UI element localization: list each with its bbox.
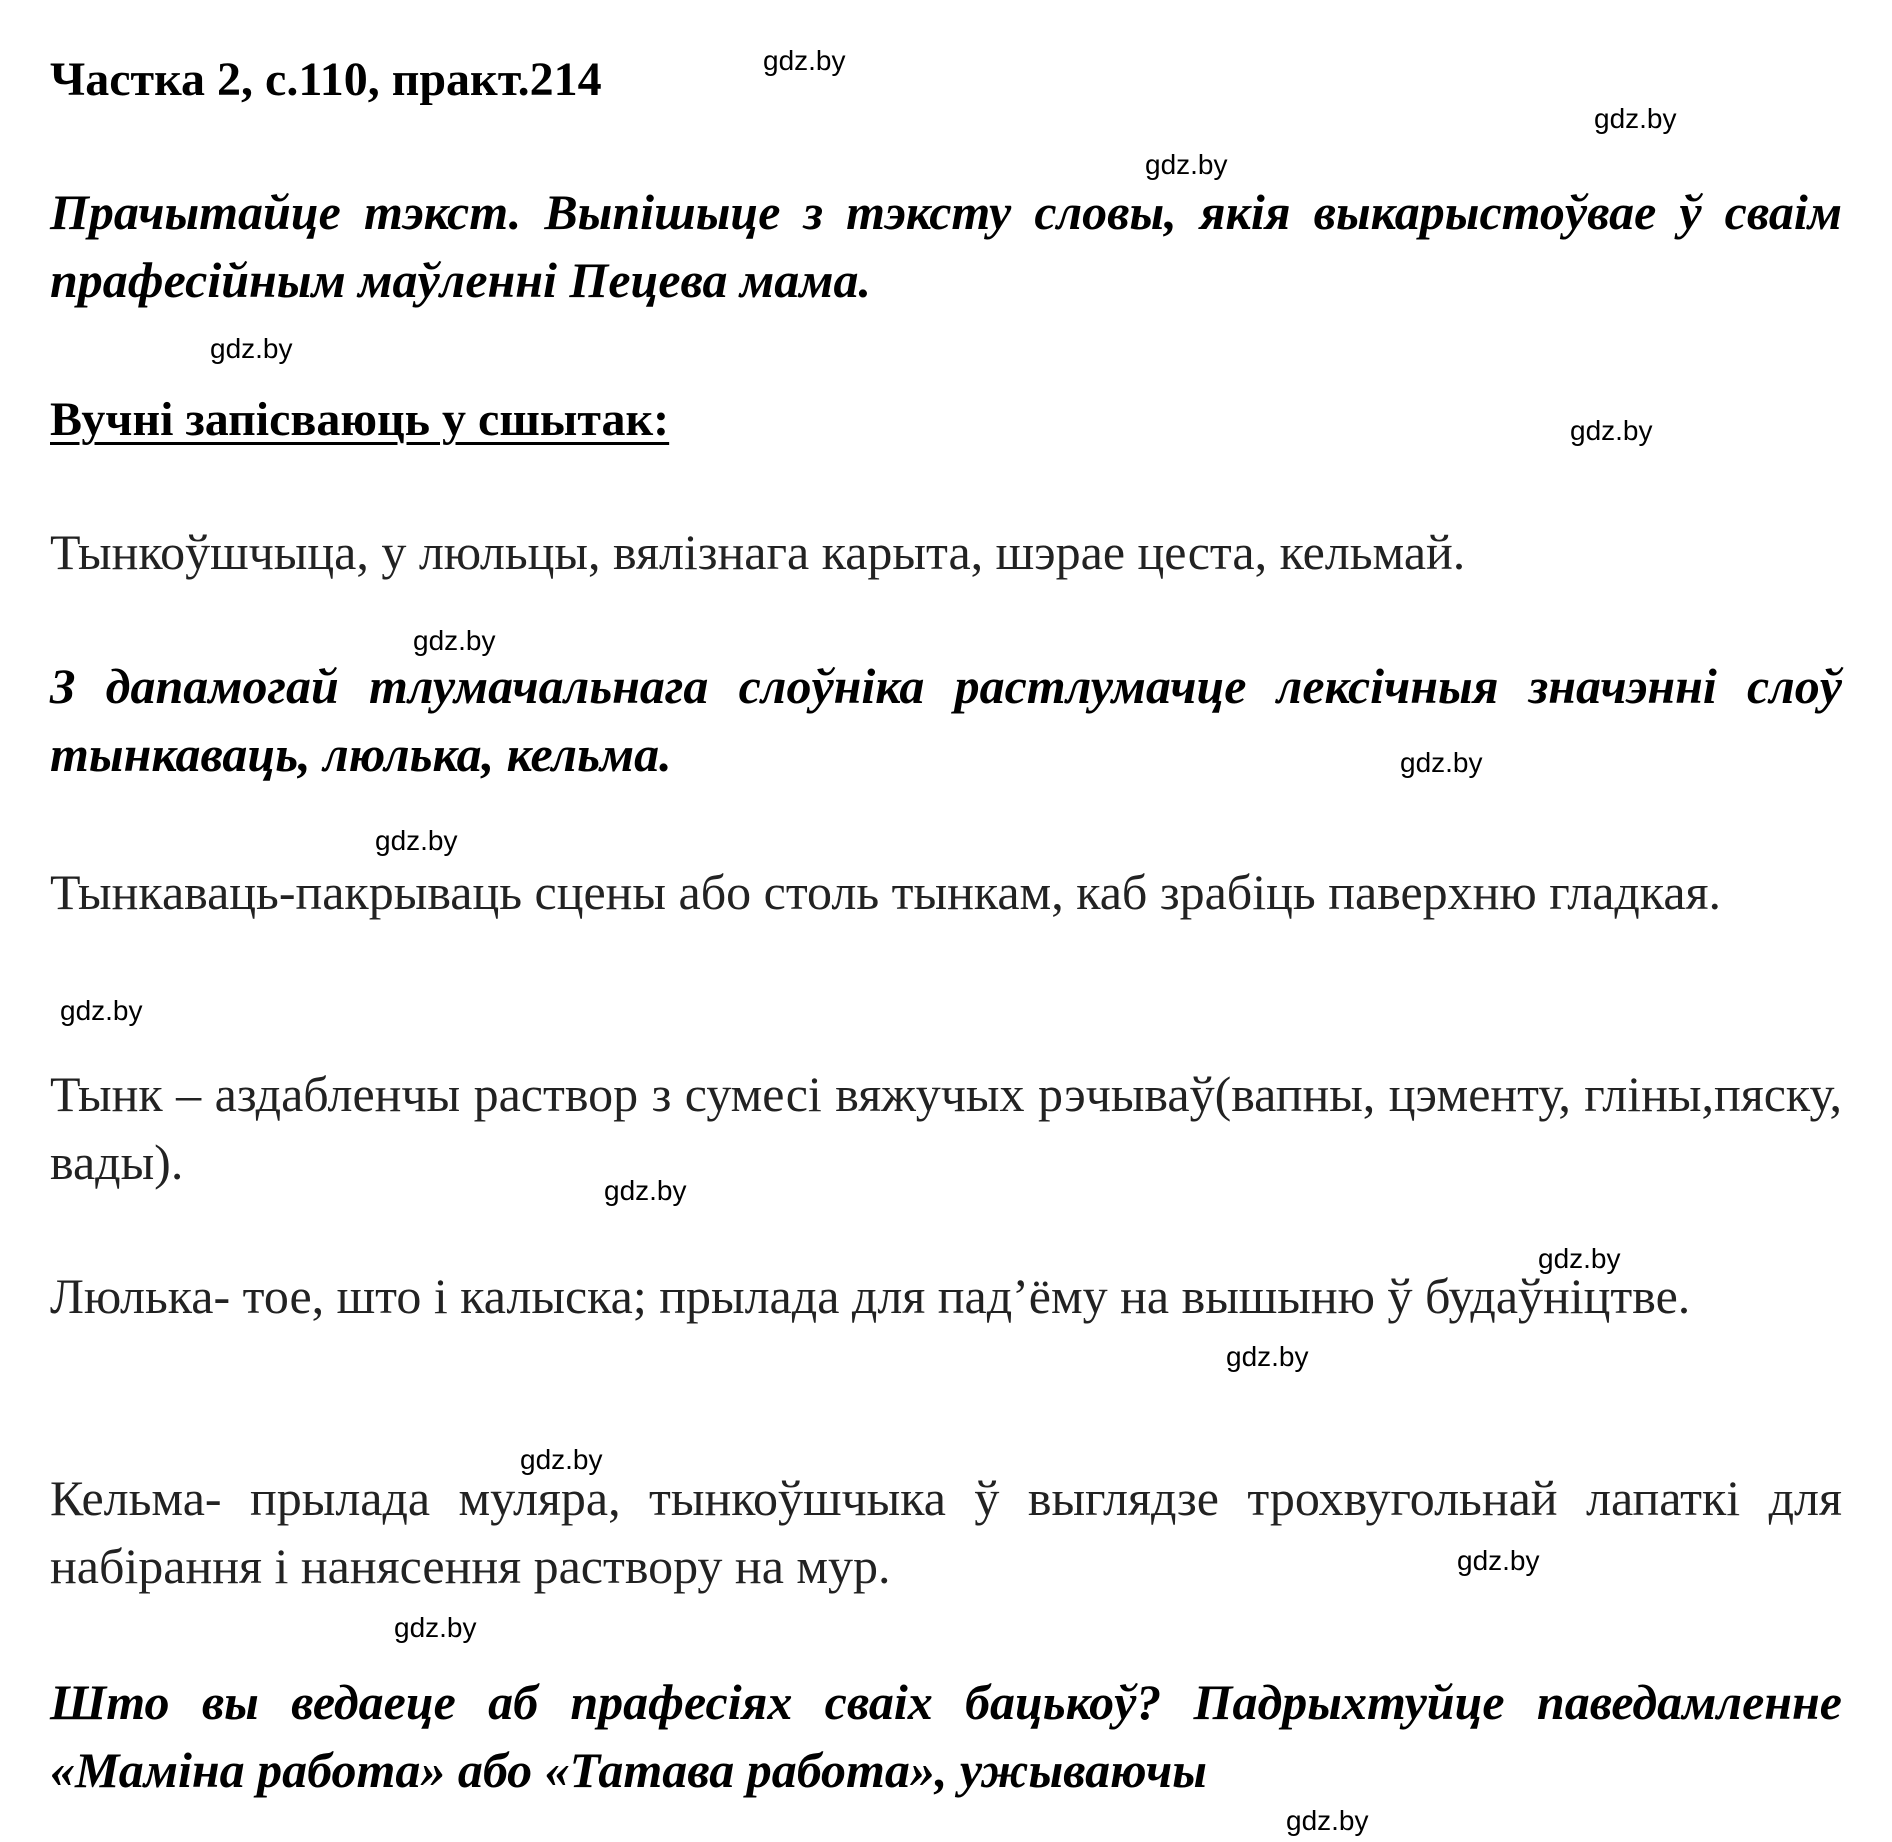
watermark-8: gdz.by: [375, 825, 458, 856]
watermark-11: gdz.by: [1538, 1243, 1621, 1274]
notebook-heading: Вучні запісваюць у сшытак:: [50, 393, 670, 446]
definition-tynk: Тынк – аздабленчы раствор з сумесі вяжучых рэчываў(вапны, цэменту, гліны,пяску, вады).: [50, 1066, 1842, 1190]
task-instruction-3: Што вы ведаеце аб прафесіях сваіх бацькоў? Падрыхтуйце паведамленне «Маміна работа» або «Татава работа», ужываючы: [50, 1674, 1842, 1798]
definition-lyulka: Люлька- тое, што і калыска; прылада для пад’ёму на вышыню ў будаўніцтве.: [50, 1268, 1691, 1324]
answer-words: Тынкоўшчыца, у люльцы, вялізнага карыта, шэрае цеста, кельмай.: [50, 524, 1466, 580]
definition-tynkavats: Тынкаваць-пакрываць сцены або столь тынкам, каб зрабіць паверхню гладкая.: [50, 864, 1722, 920]
watermark-1: gdz.by: [763, 45, 846, 76]
task-instruction-2: З дапамогай тлумачальнага слоўніка растлумачце лексічныя значэнні слоў тынкаваць, люлька, кельма.: [50, 658, 1842, 782]
watermark-6: gdz.by: [413, 625, 496, 656]
watermark-3: gdz.by: [1145, 149, 1228, 180]
page-title: Частка 2, с.110, практ.214: [50, 53, 602, 106]
watermark-2: gdz.by: [1594, 103, 1677, 134]
watermark-4: gdz.by: [210, 333, 293, 364]
watermark-13: gdz.by: [520, 1444, 603, 1475]
watermark-15: gdz.by: [394, 1612, 477, 1643]
watermark-16: gdz.by: [1286, 1805, 1369, 1836]
task-instruction-1: Прачытайце тэкст. Выпішыце з тэксту словы, якія выкарыстоўвае ў сваім прафесійным маўленні Пецева мама.: [50, 184, 1842, 308]
watermark-10: gdz.by: [604, 1175, 687, 1206]
watermark-5: gdz.by: [1570, 415, 1653, 446]
definition-kelma: Кельма- прылада муляра, тынкоўшчыка ў выглядзе трохвугольнай лапаткі для набірання і нанясення раствору на мур.: [50, 1470, 1842, 1594]
watermark-14: gdz.by: [1457, 1545, 1540, 1576]
watermark-9: gdz.by: [60, 995, 143, 1026]
watermark-7: gdz.by: [1400, 747, 1483, 778]
watermark-12: gdz.by: [1226, 1341, 1309, 1372]
